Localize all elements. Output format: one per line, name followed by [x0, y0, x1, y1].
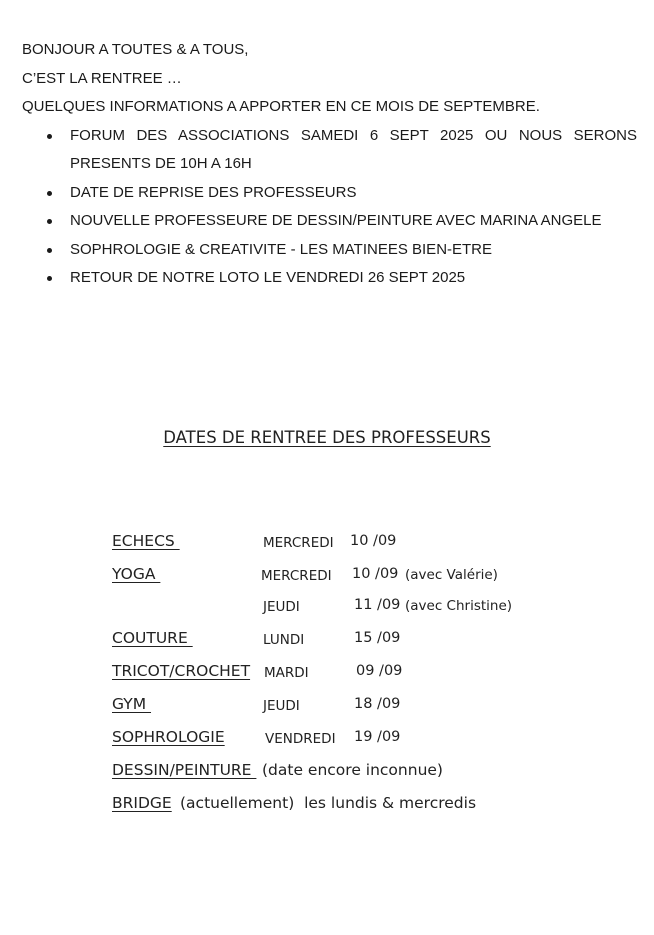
subject-label: SOPHROLOGIE [112, 728, 225, 746]
greeting-line: BONJOUR A TOUTES & A TOUS, [22, 41, 249, 58]
list-item [22, 236, 637, 265]
day-label: LUNDI [263, 632, 305, 648]
list-item [22, 207, 637, 236]
subject-label: TRICOT/CROCHET [112, 662, 251, 680]
intro-section [22, 36, 637, 293]
subject-label: GYM [112, 695, 152, 713]
date-value: 10 /09 [350, 533, 397, 549]
info-bullet-list [22, 122, 637, 293]
date-value: 09 /09 [356, 663, 403, 679]
subject-label: ECHECS [112, 532, 180, 550]
bullet-icon [47, 219, 52, 224]
bullet-text: RETOUR DE NOTRE LOTO LE VENDREDI 26 SEPT 2025 [70, 269, 466, 286]
bridge-note: (actuellement) les lundis & mercredis [180, 794, 477, 812]
day-label: JEUDI [263, 698, 300, 714]
rentree-line: C’EST LA RENTREE … [22, 69, 182, 87]
subject-label: DESSIN/PEINTURE [112, 761, 257, 779]
schedule-title [0, 428, 654, 447]
bullet-text: NOUVELLE PROFESSEURE DE DESSIN/PEINTURE AVEC MARINA ANGELE [70, 212, 602, 229]
day-label: MERCREDI [263, 535, 334, 551]
teacher-note: (avec Christine) [405, 598, 513, 614]
list-item [22, 122, 637, 179]
schedule-title-text: DATES DE RENTREE DES PROFESSEURS [163, 428, 491, 447]
info-line: QUELQUES INFORMATIONS A APPORTER EN CE MOIS DE SEPTEMBRE. [22, 98, 540, 115]
day-label: MARDI [264, 665, 309, 681]
bullet-icon [47, 191, 52, 196]
date-value: 19 /09 [354, 729, 401, 745]
bullet-icon [47, 276, 52, 281]
teacher-note: (avec Valérie) [405, 567, 498, 583]
dessin-note: (date encore inconnue) [262, 761, 443, 779]
day-label: VENDREDI [265, 731, 336, 747]
bullet-text: DATE DE REPRISE DES PROFESSEURS [70, 183, 357, 201]
date-value: 18 /09 [354, 696, 401, 712]
bullet-text: SOPHROLOGIE & CREATIVITE - LES MATINEES BIEN-ETRE [70, 240, 493, 258]
subject-label: YOGA [112, 565, 161, 583]
subject-label: COUTURE [112, 629, 193, 647]
date-value: 15 /09 [354, 630, 401, 646]
day-label: MERCREDI [261, 568, 332, 584]
bullet-icon [47, 248, 52, 253]
date-value: 11 /09 [354, 597, 401, 613]
list-item [22, 179, 637, 208]
subject-label: BRIDGE [112, 794, 172, 812]
day-label: JEUDI [263, 599, 300, 615]
list-item [22, 264, 637, 293]
date-value: 10 /09 [352, 566, 399, 582]
bullet-text: FORUM DES ASSOCIATIONS SAMEDI 6 SEPT 2025 OU NOUS SERONS PRESENTS DE 10H A 16H [70, 126, 637, 172]
bullet-icon [47, 134, 52, 139]
